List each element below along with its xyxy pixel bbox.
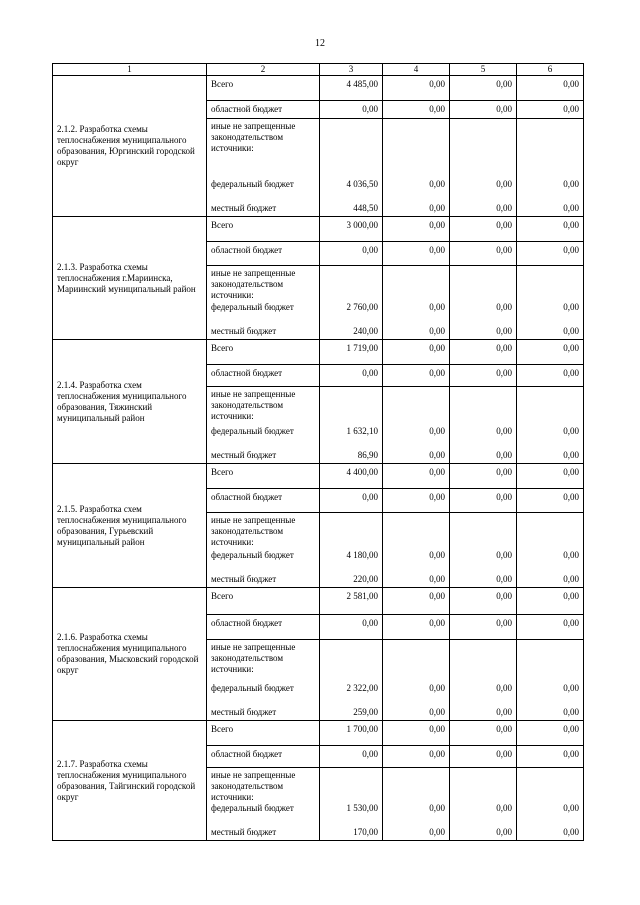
local-value: 259,00 bbox=[353, 707, 378, 717]
regional-value: 0,00 bbox=[517, 242, 584, 266]
other-sources-label: иные не запрещенные законодательством источники: bbox=[211, 642, 296, 674]
total-value: 0,00 bbox=[450, 340, 517, 365]
total-value: 0,00 bbox=[383, 217, 450, 242]
total-value: 0,00 bbox=[517, 217, 584, 242]
local-value: 240,00 bbox=[353, 326, 378, 336]
federal-label: федеральный бюджет bbox=[211, 302, 294, 312]
regional-label: областной бюджет bbox=[207, 615, 320, 640]
total-value: 3 000,00 bbox=[320, 217, 383, 242]
federal-value: 0,00 bbox=[496, 803, 512, 813]
regional-value: 0,00 bbox=[320, 615, 383, 640]
federal-value: 0,00 bbox=[563, 803, 579, 813]
federal-value: 0,00 bbox=[563, 426, 579, 436]
total-label: Всего bbox=[207, 217, 320, 242]
federal-value: 0,00 bbox=[496, 683, 512, 693]
local-value: 0,00 bbox=[563, 574, 579, 584]
federal-value: 0,00 bbox=[429, 179, 445, 189]
section-name: 2.1.6. Разработка схемы теплоснабжения муниципального образования, Мысковский городской округ bbox=[53, 588, 207, 721]
total-value: 0,00 bbox=[383, 340, 450, 365]
header-cell: 3 bbox=[320, 64, 383, 76]
federal-value: 2 760,00 bbox=[346, 302, 378, 312]
federal-value: 0,00 bbox=[563, 683, 579, 693]
total-value: 4 400,00 bbox=[320, 464, 383, 489]
total-value: 0,00 bbox=[450, 464, 517, 489]
header-cell: 6 bbox=[517, 64, 584, 76]
total-value: 0,00 bbox=[517, 721, 584, 746]
section-name: 2.1.3. Разработка схемы теплоснабжения г.Мариинска, Мариинский муниципальный район bbox=[53, 217, 207, 340]
local-value: 0,00 bbox=[496, 203, 512, 213]
regional-value: 0,00 bbox=[320, 489, 383, 513]
federal-label: федеральный бюджет bbox=[211, 550, 294, 560]
federal-value: 0,00 bbox=[429, 302, 445, 312]
total-value: 0,00 bbox=[383, 588, 450, 615]
federal-value: 0,00 bbox=[496, 550, 512, 560]
regional-value: 0,00 bbox=[383, 101, 450, 119]
federal-label: федеральный бюджет bbox=[211, 683, 294, 693]
federal-label: федеральный бюджет bbox=[211, 179, 294, 189]
regional-label: областной бюджет bbox=[207, 746, 320, 768]
header-cell: 4 bbox=[383, 64, 450, 76]
federal-value: 1 530,00 bbox=[346, 803, 378, 813]
other-sources-label: иные не запрещенные законодательством источники: bbox=[211, 121, 296, 153]
local-value: 0,00 bbox=[496, 827, 512, 837]
total-label: Всего bbox=[207, 588, 320, 615]
regional-label: областной бюджет bbox=[207, 365, 320, 387]
federal-value: 2 322,00 bbox=[346, 683, 378, 693]
local-value: 0,00 bbox=[563, 707, 579, 717]
total-value: 0,00 bbox=[517, 76, 584, 101]
header-cell: 5 bbox=[450, 64, 517, 76]
section-total-row bbox=[53, 76, 584, 101]
budget-table bbox=[52, 63, 584, 841]
regional-value: 0,00 bbox=[320, 365, 383, 387]
total-value: 0,00 bbox=[517, 588, 584, 615]
federal-value: 0,00 bbox=[563, 550, 579, 560]
regional-value: 0,00 bbox=[450, 365, 517, 387]
regional-value: 0,00 bbox=[517, 101, 584, 119]
federal-value: 0,00 bbox=[563, 179, 579, 189]
regional-value: 0,00 bbox=[450, 242, 517, 266]
other-sources-label: иные не запрещенные законодательством источники: bbox=[211, 515, 296, 547]
federal-value: 0,00 bbox=[429, 683, 445, 693]
local-value: 0,00 bbox=[496, 450, 512, 460]
section-total-row bbox=[53, 464, 584, 489]
local-value: 86,90 bbox=[357, 450, 378, 460]
header-cell: 2 bbox=[207, 64, 320, 76]
other-sources-label: иные не запрещенные законодательством источники: bbox=[211, 770, 296, 802]
federal-value: 1 632,10 bbox=[346, 426, 378, 436]
header-row bbox=[53, 64, 584, 76]
federal-value: 0,00 bbox=[429, 550, 445, 560]
local-label: местный бюджет bbox=[211, 707, 277, 717]
local-label: местный бюджет bbox=[211, 326, 277, 336]
total-label: Всего bbox=[207, 76, 320, 101]
local-value: 0,00 bbox=[496, 326, 512, 336]
total-label: Всего bbox=[207, 464, 320, 489]
federal-value: 4 036,50 bbox=[346, 179, 378, 189]
local-value: 0,00 bbox=[429, 203, 445, 213]
federal-label: федеральный бюджет bbox=[211, 803, 294, 813]
regional-value: 0,00 bbox=[517, 489, 584, 513]
page-number: 12 bbox=[315, 38, 325, 49]
total-value: 4 485,00 bbox=[320, 76, 383, 101]
regional-value: 0,00 bbox=[383, 489, 450, 513]
local-value: 170,00 bbox=[353, 827, 378, 837]
local-label: местный бюджет bbox=[211, 450, 277, 460]
federal-value: 4 180,00 bbox=[346, 550, 378, 560]
local-value: 448,50 bbox=[353, 203, 378, 213]
regional-value: 0,00 bbox=[383, 365, 450, 387]
local-value: 220,00 bbox=[353, 574, 378, 584]
total-value: 0,00 bbox=[450, 217, 517, 242]
total-value: 0,00 bbox=[383, 721, 450, 746]
local-value: 0,00 bbox=[429, 450, 445, 460]
regional-value: 0,00 bbox=[517, 746, 584, 768]
other-sources-label: иные не запрещенные законодательством источники: bbox=[211, 268, 296, 300]
total-value: 2 581,00 bbox=[320, 588, 383, 615]
federal-value: 0,00 bbox=[496, 426, 512, 436]
federal-value: 0,00 bbox=[563, 302, 579, 312]
total-value: 0,00 bbox=[383, 76, 450, 101]
total-value: 0,00 bbox=[450, 76, 517, 101]
total-value: 1 700,00 bbox=[320, 721, 383, 746]
local-label: местный бюджет bbox=[211, 203, 277, 213]
regional-value: 0,00 bbox=[320, 746, 383, 768]
federal-value: 0,00 bbox=[429, 803, 445, 813]
header-cell: 1 bbox=[53, 64, 207, 76]
local-value: 0,00 bbox=[563, 203, 579, 213]
total-value: 0,00 bbox=[383, 464, 450, 489]
regional-value: 0,00 bbox=[450, 746, 517, 768]
local-label: местный бюджет bbox=[211, 574, 277, 584]
section-name: 2.1.2. Разработка схемы теплоснабжения муниципального образования, Юргинский городской округ bbox=[53, 76, 207, 217]
regional-value: 0,00 bbox=[450, 101, 517, 119]
section-name: 2.1.7. Разработка схемы теплоснабжения муниципального образования, Тайгинский городской округ bbox=[53, 721, 207, 841]
regional-label: областной бюджет bbox=[207, 489, 320, 513]
total-value: 0,00 bbox=[450, 588, 517, 615]
regional-value: 0,00 bbox=[383, 615, 450, 640]
total-value: 0,00 bbox=[517, 464, 584, 489]
regional-value: 0,00 bbox=[450, 615, 517, 640]
regional-value: 0,00 bbox=[320, 242, 383, 266]
total-value: 0,00 bbox=[450, 721, 517, 746]
local-value: 0,00 bbox=[429, 574, 445, 584]
regional-value: 0,00 bbox=[450, 489, 517, 513]
regional-value: 0,00 bbox=[517, 365, 584, 387]
section-total-row bbox=[53, 588, 584, 615]
local-value: 0,00 bbox=[563, 450, 579, 460]
local-value: 0,00 bbox=[429, 827, 445, 837]
section-name: 2.1.5. Разработка схем теплоснабжения муниципального образования, Гурьевский муниципальный район bbox=[53, 464, 207, 588]
local-value: 0,00 bbox=[429, 707, 445, 717]
section-total-row bbox=[53, 217, 584, 242]
regional-value: 0,00 bbox=[517, 615, 584, 640]
federal-value: 0,00 bbox=[496, 302, 512, 312]
federal-label: федеральный бюджет bbox=[211, 426, 294, 436]
federal-value: 0,00 bbox=[429, 426, 445, 436]
local-value: 0,00 bbox=[563, 827, 579, 837]
regional-value: 0,00 bbox=[320, 101, 383, 119]
section-name: 2.1.4. Разработка схем теплоснабжения муниципального образования, Тяжинский муниципальный район bbox=[53, 340, 207, 464]
section-total-row bbox=[53, 340, 584, 365]
total-label: Всего bbox=[207, 721, 320, 746]
total-value: 0,00 bbox=[517, 340, 584, 365]
local-value: 0,00 bbox=[496, 707, 512, 717]
regional-value: 0,00 bbox=[383, 746, 450, 768]
local-value: 0,00 bbox=[496, 574, 512, 584]
other-sources-label: иные не запрещенные законодательством источники: bbox=[211, 389, 296, 421]
local-value: 0,00 bbox=[563, 326, 579, 336]
regional-value: 0,00 bbox=[383, 242, 450, 266]
total-value: 1 719,00 bbox=[320, 340, 383, 365]
local-label: местный бюджет bbox=[211, 827, 277, 837]
federal-value: 0,00 bbox=[496, 179, 512, 189]
total-label: Всего bbox=[207, 340, 320, 365]
local-value: 0,00 bbox=[429, 326, 445, 336]
regional-label: областной бюджет bbox=[207, 101, 320, 119]
regional-label: областной бюджет bbox=[207, 242, 320, 266]
section-total-row bbox=[53, 721, 584, 746]
